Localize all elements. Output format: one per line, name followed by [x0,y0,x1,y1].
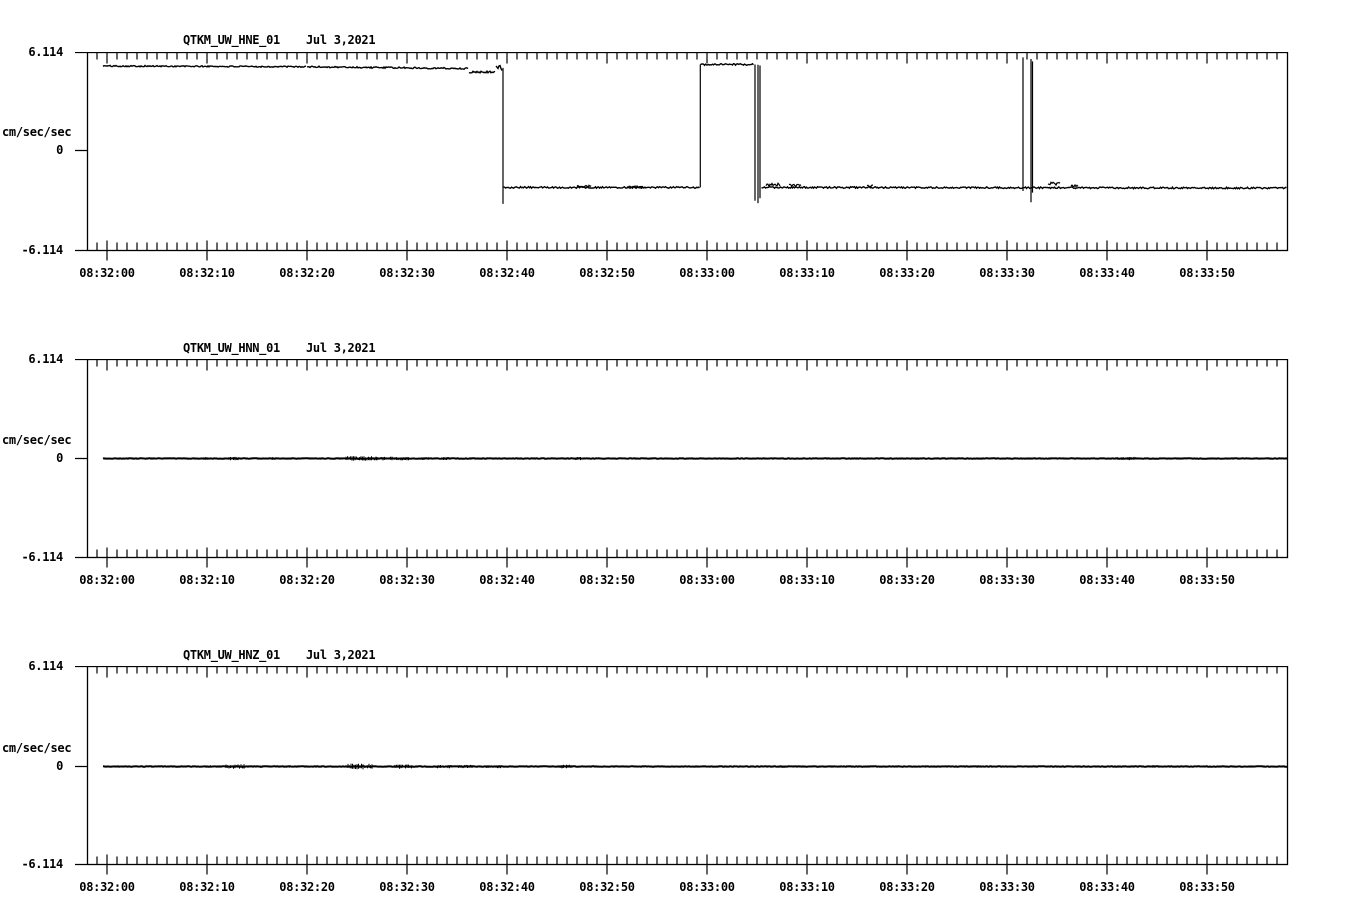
glitch-spikes [1023,57,1033,202]
x-tick-label: 08:32:00 [79,573,135,587]
x-tick-label: 08:33:50 [1179,266,1235,280]
y-axis-min-label: -6.114 [21,857,63,871]
waveform-trace [103,64,1287,189]
x-tick-label: 08:33:20 [879,880,935,894]
x-tick-label: 08:32:50 [579,880,635,894]
x-tick-label: 08:33:10 [779,573,835,587]
y-axis-max-label: 6.114 [28,659,63,673]
x-tick-label: 08:32:10 [179,573,235,587]
y-axis-min-label: -6.114 [21,243,63,257]
x-tick-label: 08:32:30 [379,880,435,894]
x-tick-label: 08:32:20 [279,573,335,587]
y-axis-units-label: cm/sec/sec [2,741,72,755]
x-tick-label: 08:32:00 [79,266,135,280]
waveform-plot-hnz [0,666,1300,878]
x-tick-label: 08:33:10 [779,880,835,894]
x-tick-label: 08:32:30 [379,266,435,280]
x-tick-label: 08:33:00 [679,573,735,587]
x-tick-label: 08:33:00 [679,880,735,894]
x-tick-label: 08:33:20 [879,573,935,587]
x-tick-label: 08:32:50 [579,573,635,587]
x-tick-label: 08:33:00 [679,266,735,280]
x-tick-label: 08:32:40 [479,266,535,280]
x-tick-label: 08:33:20 [879,266,935,280]
x-tick-label: 08:32:40 [479,573,535,587]
x-tick-label: 08:32:50 [579,266,635,280]
x-tick-label: 08:32:30 [379,573,435,587]
y-axis-max-label: 6.114 [28,352,63,366]
waveform-plot-hnn [0,359,1300,571]
y-axis-zero-label: 0 [56,759,63,773]
panel-title-station-channel: QTKM_UW_HNZ_01 [183,648,280,662]
y-axis-units-label: cm/sec/sec [2,433,72,447]
x-tick-label: 08:32:20 [279,266,335,280]
y-axis-max-label: 6.114 [28,45,63,59]
x-tick-label: 08:32:10 [179,266,235,280]
x-tick-label: 08:32:00 [79,880,135,894]
x-tick-label: 08:33:40 [1079,266,1135,280]
axis-ticks [75,53,1277,261]
step-transitions [503,65,760,204]
panel-title-date: Jul 3,2021 [306,341,376,355]
y-axis-units-label: cm/sec/sec [2,125,72,139]
x-tick-label: 08:33:50 [1179,880,1235,894]
x-tick-label: 08:33:30 [979,880,1035,894]
panel-title-station-channel: QTKM_UW_HNN_01 [183,341,280,355]
panel-title-date: Jul 3,2021 [306,33,376,47]
x-tick-label: 08:33:10 [779,266,835,280]
panel-title-date: Jul 3,2021 [306,648,376,662]
y-axis-min-label: -6.114 [21,550,63,564]
x-tick-label: 08:33:30 [979,266,1035,280]
x-tick-label: 08:32:40 [479,880,535,894]
x-tick-label: 08:32:20 [279,880,335,894]
y-axis-zero-label: 0 [56,143,63,157]
x-tick-label: 08:33:40 [1079,573,1135,587]
x-tick-label: 08:33:30 [979,573,1035,587]
x-tick-label: 08:32:10 [179,880,235,894]
x-tick-label: 08:33:40 [1079,880,1135,894]
panel-title-station-channel: QTKM_UW_HNE_01 [183,33,280,47]
axis-ticks [75,667,1277,875]
axis-ticks [75,360,1277,568]
plot-frame [88,53,1288,251]
waveform-plot-hne [0,52,1300,264]
y-axis-zero-label: 0 [56,451,63,465]
x-tick-label: 08:33:50 [1179,573,1235,587]
